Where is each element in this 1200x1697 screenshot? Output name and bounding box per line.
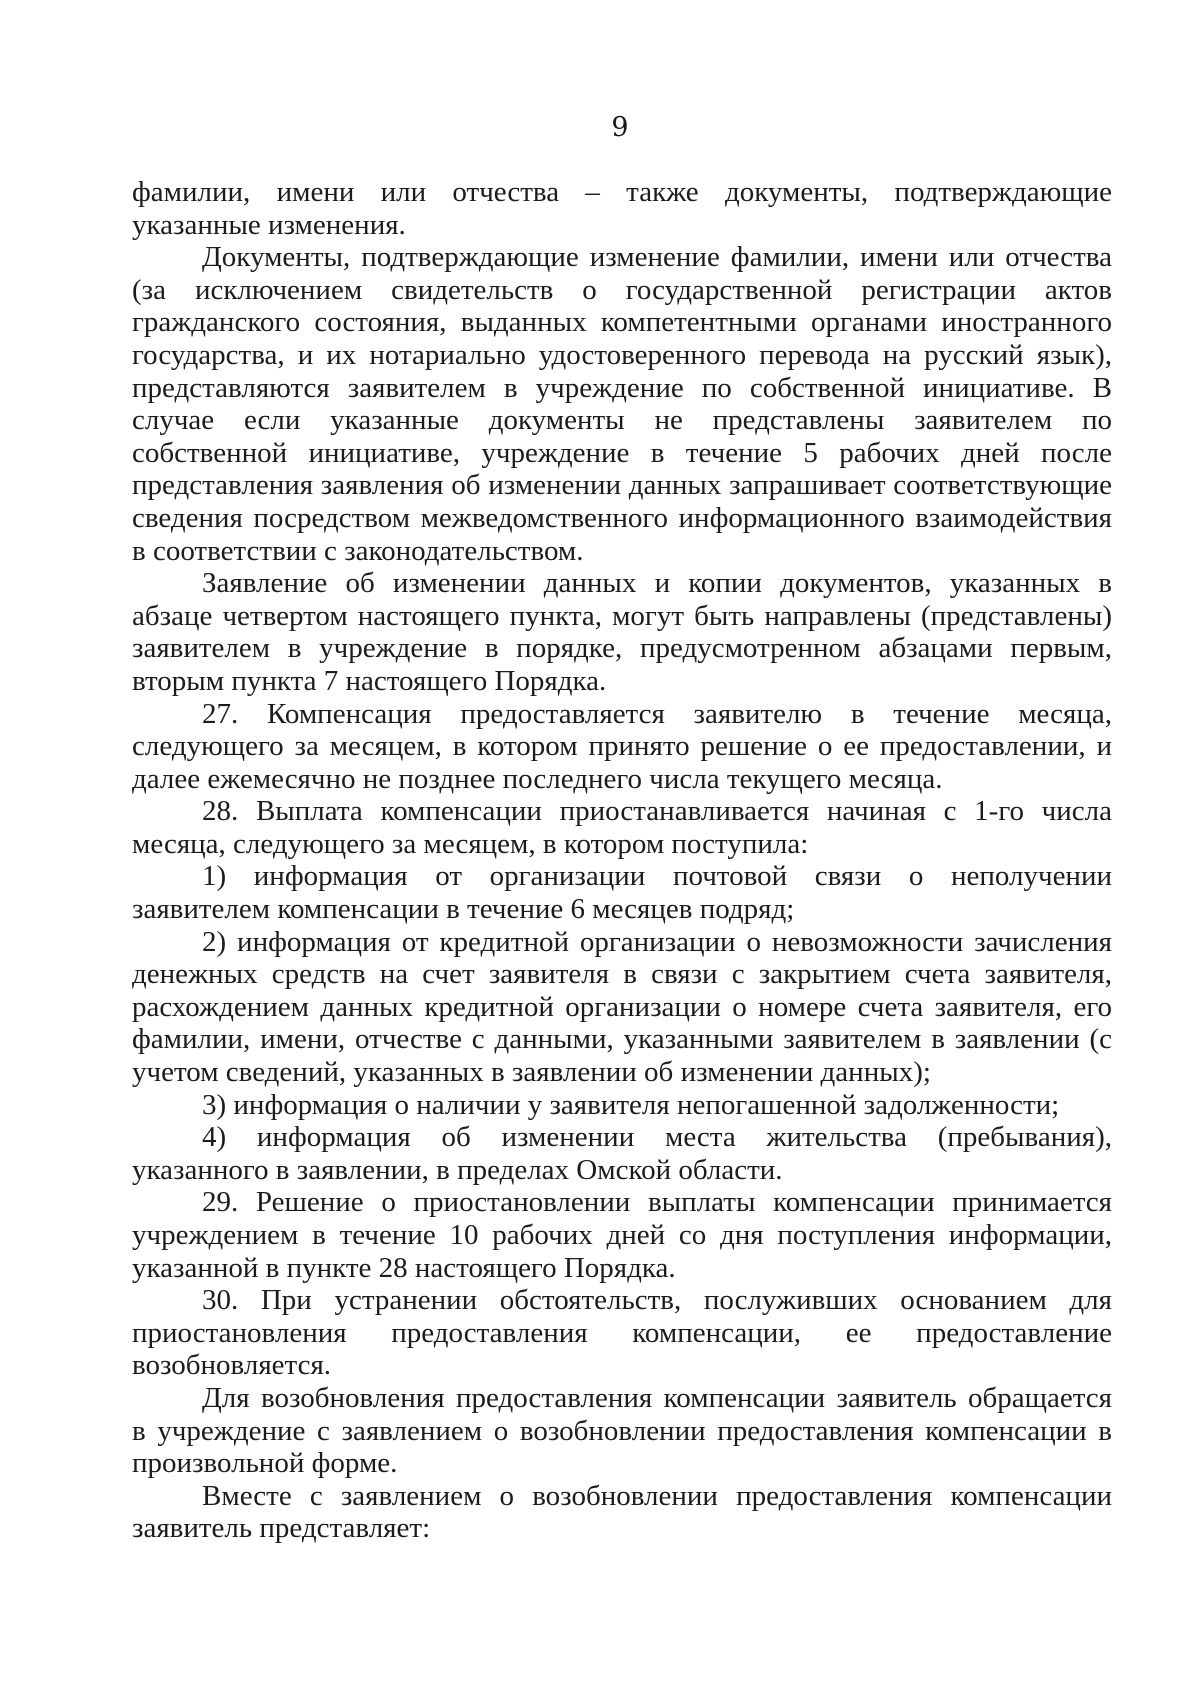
paragraph-continuation: фамилии, имени или отчества – также документы, подтверждающие указанные изменения. (132, 176, 1112, 241)
paragraph-item-28-4: 4) информация об изменении места жительства (пребывания), указанного в заявлении, в пределах Омской области. (132, 1121, 1112, 1186)
paragraph-resumption-documents: Вместе с заявлением о возобновлении предоставления компенсации заявитель представляет: (132, 1479, 1112, 1545)
paragraph-item-27: 27. Компенсация предоставляется заявителю в течение месяца, следующего за месяцем, в котором принято решение о ее предоставлении, и далее ежемесячно не позднее последнего числа текущего месяца. (132, 697, 1112, 795)
paragraph-item-28-2: 2) информация от кредитной организации о невозможности зачисления денежных средств на счет заявителя в связи с закрытием счета заявителя, расхождением данных кредитной организации о номере счета заявителя, его фамилии, имени, отчестве с данными, указанными заявителем в заявлении (с учетом сведений, указанных в заявлении об изменении данных); (132, 925, 1112, 1089)
paragraph-change-application: Заявление об изменении данных и копии документов, указанных в абзаце четвертом настоящего пункта, могут быть направлены (представлены) заявителем в учреждение в порядке, предусмотренном абзацами первым, вторым пункта 7 настоящего Порядка. (132, 567, 1112, 697)
paragraph-item-28: 28. Выплата компенсации приостанавливается начиная с 1-го числа месяца, следующего за месяцем, в котором поступила: (132, 795, 1112, 860)
paragraph-item-29: 29. Решение о приостановлении выплаты компенсации принимается учреждением в течение 10 рабочих дней со дня поступления информации, указанной в пункте 28 настоящего Порядка. (132, 1186, 1112, 1284)
paragraph-documents-name-change: Документы, подтверждающие изменение фамилии, имени или отчества (за исключением свидетельств о государственной регистрации актов гражданского состояния, выданных компетентными органами иностранного государства, и их нотариально удостоверенного перевода на русский язык), представляются заявителем в учреждение по собственной инициативе. В случае если указанные документы не представлены заявителем по собственной инициативе, учреждение в течение 5 рабочих дней после представления заявления об изменении данных запрашивает соответствующие сведения посредством межведомственного информационного взаимодействия в соответствии с законодательством. (132, 241, 1112, 567)
page-number: 9 (611, 112, 629, 143)
document-body (132, 176, 1112, 1545)
paragraph-item-28-1: 1) информация от организации почтовой связи о неполучении заявителем компенсации в течение 6 месяцев подряд; (132, 860, 1112, 926)
paragraph-item-30: 30. При устранении обстоятельств, послуживших основанием для приостановления предоставления компенсации, ее предоставление возобновляется. (132, 1284, 1112, 1382)
paragraph-item-28-3: 3) информация о наличии у заявителя непогашенной задолженности; (202, 1088, 1060, 1121)
paragraph-resumption-application: Для возобновления предоставления компенсации заявитель обращается в учреждение с заявлением о возобновлении предоставления компенсации в произвольной форме. (132, 1381, 1112, 1480)
